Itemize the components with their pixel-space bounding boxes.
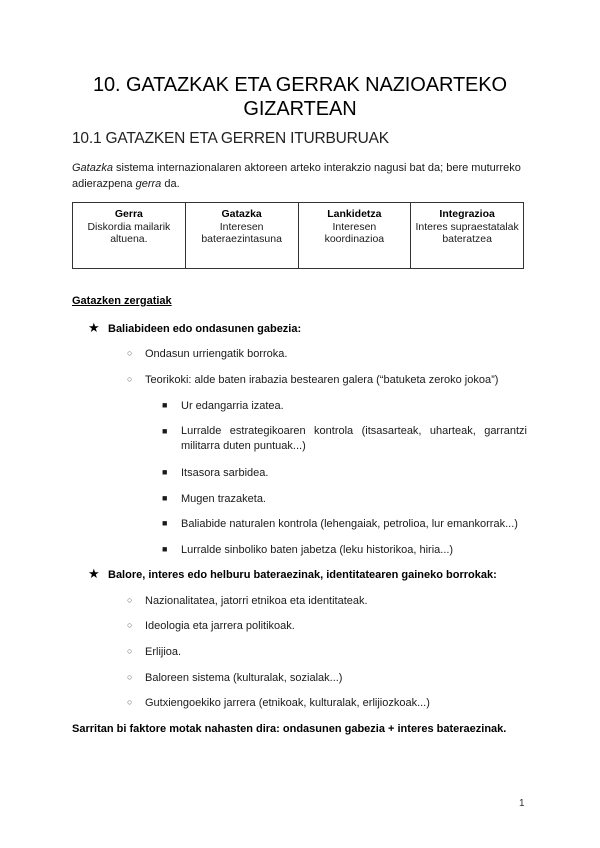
concepts-table bbox=[72, 202, 524, 269]
cause-item bbox=[88, 567, 497, 582]
table-cell-lankidetza bbox=[298, 203, 411, 269]
cause-item bbox=[88, 321, 301, 336]
section-heading-causes: Gatazken zergatiak bbox=[72, 295, 172, 307]
square-bullet-icon: ■ bbox=[162, 544, 168, 554]
sub-list-item-text: Mugen trazaketa. bbox=[181, 493, 266, 505]
list-item bbox=[127, 346, 287, 361]
summary-statement: Sarritan bi faktore motak nahasten dira: ondasunen gabezia + interes bateraezinak. bbox=[72, 723, 507, 735]
title-line-1: 10. GATAZKAK ETA GERRAK NAZIOARTEKO bbox=[92, 74, 507, 96]
list-item-text: Ondasun urriengatik borroka. bbox=[145, 348, 288, 360]
list-item-text: Ideologia eta jarrera politikoak. bbox=[145, 620, 295, 632]
sub-list-item-text: Itsasora sarbidea. bbox=[181, 467, 269, 479]
intro-term-gatazka: Gatazka bbox=[72, 162, 113, 174]
square-bullet-icon: ■ bbox=[162, 518, 168, 528]
intro-paragraph bbox=[72, 160, 532, 192]
cause-label: Baliabideen edo ondasunen gabezia: bbox=[108, 323, 302, 335]
circle-bullet-icon: ○ bbox=[127, 697, 133, 707]
cell-heading: Gatazka bbox=[221, 208, 262, 220]
sub-list-item bbox=[162, 491, 266, 506]
sub-list-item-text: Baliabide naturalen kontrola (lehengaiak, petrolioa, lur emankorrak...) bbox=[181, 518, 518, 530]
cell-body: Diskordia mailarik altuena. bbox=[87, 220, 171, 245]
cell-body: Interes supraestatalak bateratzea bbox=[415, 220, 519, 245]
cell-heading: Gerra bbox=[114, 208, 143, 220]
sub-list-item bbox=[162, 516, 518, 531]
list-item-text: Nazionalitatea, jatorri etnikoa eta identitateak. bbox=[145, 595, 368, 607]
table-cell-gerra bbox=[73, 203, 186, 269]
list-item bbox=[127, 695, 430, 710]
table-row bbox=[73, 203, 524, 269]
section-subtitle: 10.1 GATAZKEN ETA GERREN ITURBURUAK bbox=[72, 130, 389, 147]
list-item-text: Baloreen sistema (kulturalak, sozialak...) bbox=[145, 672, 343, 684]
list-item bbox=[127, 644, 181, 659]
list-item bbox=[127, 670, 342, 685]
cell-heading: Lankidetza bbox=[327, 208, 382, 220]
square-bullet-icon: ■ bbox=[162, 493, 168, 503]
star-bullet-icon: ★ bbox=[88, 566, 100, 581]
circle-bullet-icon: ○ bbox=[127, 374, 133, 384]
cause-label: Balore, interes edo helburu bateraezinak, identitatearen gaineko borrokak: bbox=[108, 569, 497, 581]
sub-list-item bbox=[162, 398, 284, 413]
intro-text-1: sistema internazionalaren aktoreen arteko interakzio nagusi bat da; bere muturreko adierazpena bbox=[72, 162, 521, 190]
document-title bbox=[72, 73, 528, 121]
sub-list-item-text: Ur edangarria izatea. bbox=[181, 400, 284, 412]
circle-bullet-icon: ○ bbox=[127, 672, 133, 682]
list-item bbox=[127, 618, 295, 633]
square-bullet-icon: ■ bbox=[162, 426, 168, 436]
square-bullet-icon: ■ bbox=[162, 400, 168, 410]
sub-list-item bbox=[162, 424, 528, 454]
list-item-text: Gutxiengoekiko jarrera (etnikoak, kulturalak, erlijiozkoak...) bbox=[145, 697, 430, 709]
list-item bbox=[127, 372, 498, 387]
list-item-text: Teorikoki: alde baten irabazia bestearen galera (“batuketa zeroko jokoa”) bbox=[145, 374, 499, 386]
cell-heading: Integrazioa bbox=[439, 208, 495, 220]
cell-body: Interesen bateraezintasuna bbox=[201, 220, 282, 245]
sub-list-item bbox=[162, 542, 453, 557]
cell-body: Interesen koordinazioa bbox=[324, 220, 385, 245]
square-bullet-icon: ■ bbox=[162, 467, 168, 477]
list-item bbox=[127, 593, 368, 608]
intro-term-gerra: gerra bbox=[135, 178, 162, 190]
table-cell-integrazioa bbox=[411, 203, 524, 269]
circle-bullet-icon: ○ bbox=[127, 646, 133, 656]
sub-list-item bbox=[162, 465, 268, 480]
star-bullet-icon: ★ bbox=[88, 320, 100, 335]
table-cell-gatazka bbox=[185, 203, 298, 269]
sub-list-item-text: Lurralde estrategikoaren kontrola (itsasarteak, uharteak, garrantzi militarra duten puntuak...) bbox=[181, 425, 527, 452]
sub-list-item-text: Lurralde sinboliko baten jabetza (leku historikoa, hiria...) bbox=[181, 544, 454, 556]
list-item-text: Erlijioa. bbox=[145, 646, 182, 658]
circle-bullet-icon: ○ bbox=[127, 620, 133, 630]
page-number: 1 bbox=[519, 798, 525, 809]
intro-text-2: da. bbox=[161, 178, 180, 190]
title-line-2: GIZARTEAN bbox=[243, 98, 357, 120]
circle-bullet-icon: ○ bbox=[127, 595, 133, 605]
circle-bullet-icon: ○ bbox=[127, 348, 133, 358]
